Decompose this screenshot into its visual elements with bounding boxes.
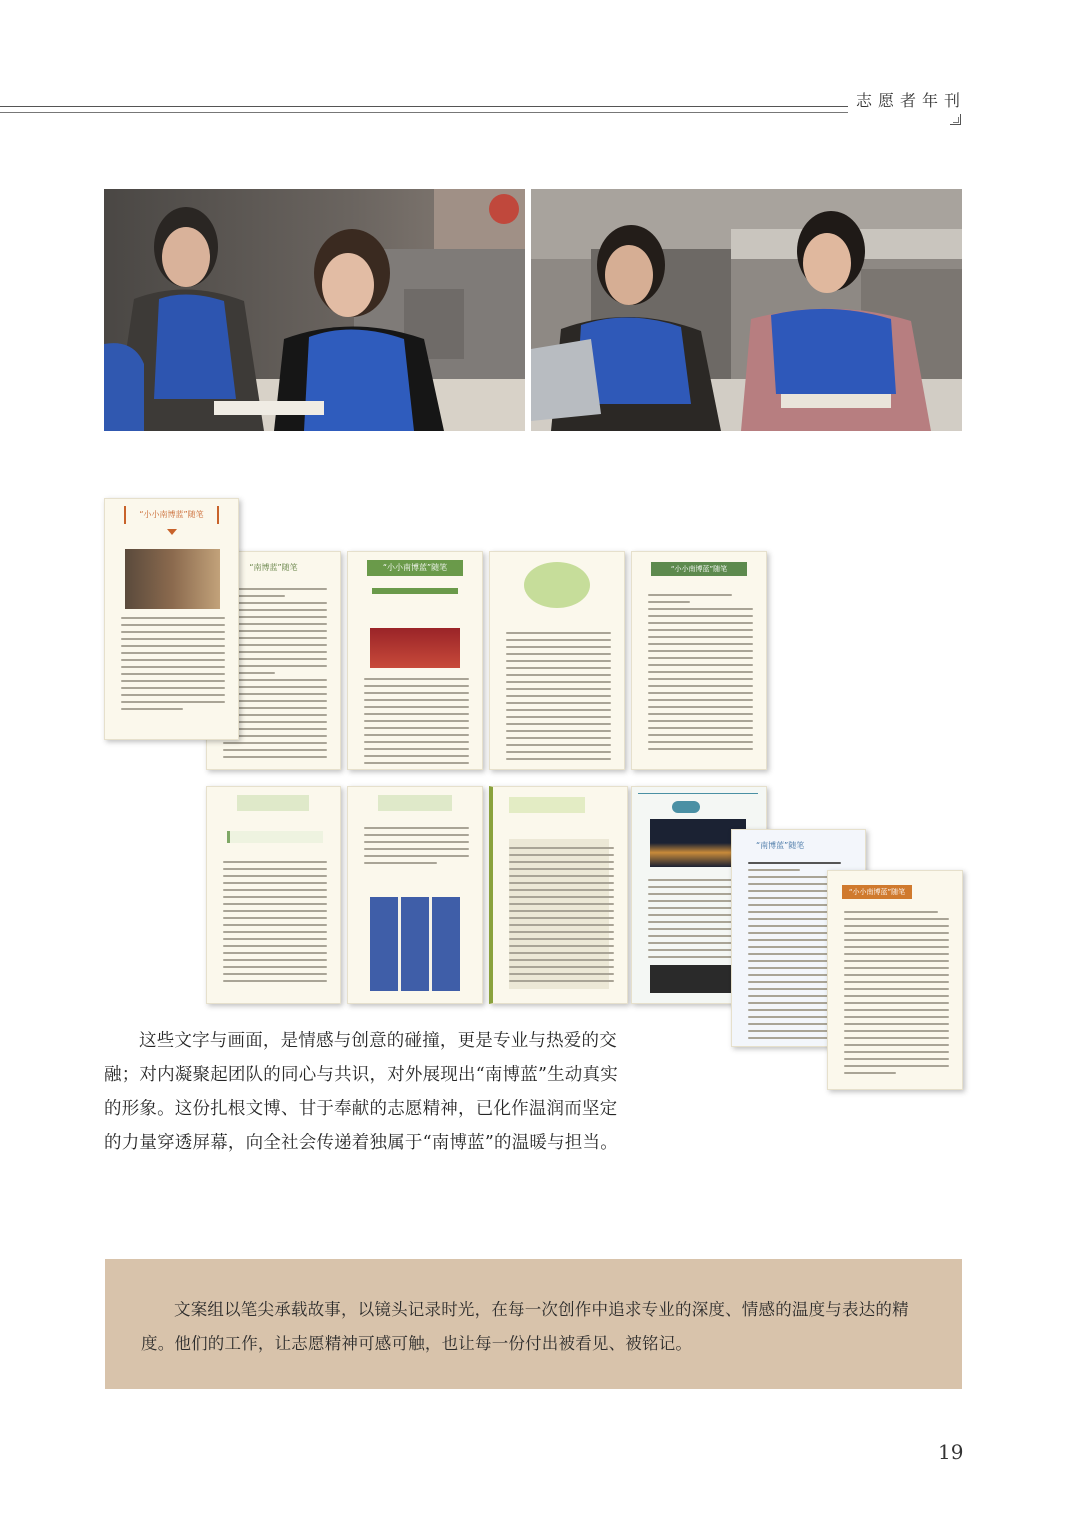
header-rule-top bbox=[0, 106, 848, 107]
thumbnail-text-lines bbox=[844, 911, 949, 1079]
thumbnail-subtitle-bar bbox=[227, 831, 323, 843]
article-thumbnail-4[interactable] bbox=[631, 551, 767, 770]
thumbnail-photo bbox=[370, 628, 460, 668]
thumbnail-banner: “小小南博蓝”随笔 bbox=[367, 560, 464, 576]
thumbnail-banner: “小小南博蓝”随笔 bbox=[651, 562, 748, 576]
callout-box bbox=[105, 1259, 962, 1389]
article-thumbnail-5[interactable] bbox=[206, 786, 341, 1004]
article-thumbnail-7[interactable] bbox=[489, 786, 628, 1004]
thumbnail-subtitle-bar bbox=[372, 588, 458, 594]
article-thumbnail-6[interactable] bbox=[347, 786, 483, 1004]
article-thumbnail-2[interactable] bbox=[347, 551, 483, 770]
photo-volunteers-left-image bbox=[104, 189, 525, 431]
body-paragraph: 这些文字与画面，是情感与创意的碰撞，更是专业与热爱的交融；对内凝聚起团队的同心与共识，对外展现出“南博蓝”生动真实的形象。这份扎根文博、甘于奉献的志愿精神，已化作温润而坚定的力量穿透屏幕，向全社会传递着独属于“南博蓝”的温暖与担当。 bbox=[104, 1031, 618, 1153]
callout-text: 文案组以笔尖承载故事，以镜头记录时光，在每一次创作中追求专业的深度、情感的温度与表达的精度。他们的工作，让志愿精神可感可触，也让每一份付出被看见、被铭记。 bbox=[141, 1300, 909, 1353]
thumbnail-arrow-icon bbox=[167, 529, 177, 535]
thumbnail-banner: “小小南博蓝”随笔 bbox=[842, 885, 912, 899]
article-thumbnail-3[interactable] bbox=[489, 551, 625, 770]
thumbnail-title-deco bbox=[237, 795, 309, 811]
article-thumbnail-10[interactable] bbox=[827, 870, 963, 1090]
corner-ornament-inner-icon bbox=[953, 117, 959, 123]
thumbnail-text-lines bbox=[506, 632, 611, 765]
thumbnail-title-deco bbox=[378, 795, 452, 811]
thumbnail-badge-icon bbox=[672, 801, 700, 813]
journal-title: 志愿者年刊 bbox=[856, 91, 967, 110]
thumbnail-banner: “南博蓝”随笔 bbox=[756, 841, 805, 850]
thumbnail-photo bbox=[125, 549, 220, 609]
header-rule-bottom bbox=[0, 112, 848, 113]
thumbnail-photo-grid bbox=[370, 897, 460, 991]
photo-volunteers-right bbox=[531, 189, 962, 431]
thumbnail-title-deco bbox=[509, 797, 585, 813]
thumbnail-frame-line bbox=[638, 793, 758, 794]
thumbnail-text-lines bbox=[364, 678, 469, 769]
photo-volunteers-left bbox=[104, 189, 525, 431]
thumbnail-text-lines bbox=[648, 594, 753, 755]
article-thumbnail-0[interactable] bbox=[104, 498, 239, 740]
thumbnail-text-lines bbox=[364, 827, 469, 869]
thumbnail-text-lines bbox=[223, 861, 327, 987]
thumbnail-banner: “南博蓝”随笔 bbox=[249, 563, 298, 572]
photo-volunteers-right-image bbox=[531, 189, 962, 431]
thumbnail-banner: “小小南博蓝”随笔 bbox=[124, 506, 220, 524]
thumbnail-title-cloud bbox=[524, 562, 590, 608]
page-number: 19 bbox=[938, 1440, 964, 1464]
thumbnail-text-lines bbox=[509, 847, 614, 987]
thumbnail-text-lines bbox=[121, 617, 225, 715]
